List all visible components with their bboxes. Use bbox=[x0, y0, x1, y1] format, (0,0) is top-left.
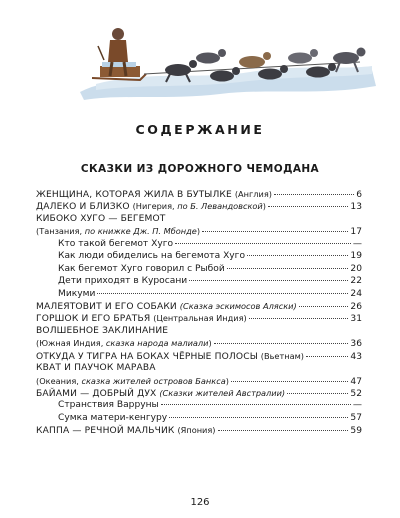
subentry-title: Дети приходят в Куросани bbox=[58, 276, 188, 287]
entry-origin: (Англия) bbox=[234, 189, 272, 199]
page-ref: — bbox=[352, 400, 362, 411]
toc-entry-origin-line bbox=[36, 225, 362, 237]
entry-title: ВОЛШЕБНОЕ ЗАКЛИНАНИЕ bbox=[36, 325, 169, 336]
dot-leader bbox=[175, 243, 351, 244]
page-ref: 22 bbox=[350, 276, 362, 287]
toc-entry bbox=[36, 424, 362, 436]
dot-leader bbox=[299, 306, 349, 307]
entry-title: ГОРШОК И ЕГО БРАТЬЯ bbox=[36, 314, 151, 325]
toc-subentry bbox=[36, 275, 362, 287]
entry-title: ОТКУДА У ТИГРА НА БОКАХ ЧЁРНЫЕ ПОЛОСЫ bbox=[36, 351, 258, 362]
dot-leader bbox=[306, 356, 348, 357]
subentry-title: Странствия Варруны bbox=[58, 400, 159, 411]
page-ref: 36 bbox=[350, 339, 362, 350]
toc-entry bbox=[36, 213, 362, 225]
toc-entry bbox=[36, 200, 362, 212]
section-title: СКАЗКИ ИЗ ДОРОЖНОГО ЧЕМОДАНА bbox=[80, 163, 320, 175]
table-of-contents bbox=[36, 188, 362, 437]
toc-subentry bbox=[36, 238, 362, 250]
entry-title: КИБОКО ХУГО — БЕГЕМОТ bbox=[36, 213, 166, 224]
page-ref: 47 bbox=[350, 376, 362, 387]
page-ref: 43 bbox=[350, 351, 362, 362]
entry-origin: (Япония) bbox=[177, 425, 216, 436]
toc-entry bbox=[36, 312, 362, 324]
subentry-title: Сумка матери-кенгуру bbox=[58, 412, 168, 423]
dot-leader bbox=[227, 268, 349, 269]
page-ref: 13 bbox=[350, 202, 362, 213]
dot-leader bbox=[231, 381, 348, 382]
page-number: 126 bbox=[190, 497, 210, 508]
dot-leader bbox=[287, 393, 348, 394]
dot-leader bbox=[268, 206, 349, 207]
entry-origin-note: по Б. Левандовской bbox=[177, 201, 263, 212]
entry-origin-note: (Сказка эскимосов Аляски) bbox=[179, 300, 297, 311]
entry-title: БАЙАМИ — ДОБРЫЙ ДУХ bbox=[36, 389, 157, 399]
entry-origin: (Центральная Индия) bbox=[153, 313, 247, 324]
entry-origin-close: ) bbox=[208, 338, 212, 349]
subentry-title: Кто такой бегемот Хуго bbox=[58, 238, 174, 249]
toc-entry bbox=[36, 362, 362, 374]
subentry-title: Микуми bbox=[58, 288, 96, 299]
toc-subentry bbox=[36, 263, 362, 275]
entry-origin: (Океания, bbox=[36, 375, 82, 386]
dot-leader bbox=[202, 231, 348, 232]
page-ref: 17 bbox=[350, 227, 362, 238]
entry-origin: (Нигерия, bbox=[132, 201, 178, 212]
entry-origin-close: ) bbox=[196, 226, 201, 237]
subentry-title: Как бегемот Хуго говорил с Рыбой bbox=[58, 263, 225, 274]
toc-entry bbox=[36, 325, 362, 337]
dot-leader bbox=[274, 194, 354, 195]
toc-entry bbox=[36, 188, 362, 200]
dot-leader bbox=[169, 417, 348, 418]
entry-origin: (Танзания, bbox=[36, 226, 85, 237]
dot-leader bbox=[218, 430, 349, 431]
toc-subentry bbox=[36, 412, 362, 424]
page-ref: 20 bbox=[350, 263, 362, 274]
subentry-title: Как люди обиделись на бегемота Хуго bbox=[58, 251, 246, 262]
toc-entry-origin-line bbox=[36, 337, 362, 349]
entry-origin-note: сказка жителей островов Банкса bbox=[81, 375, 226, 386]
dot-leader bbox=[97, 293, 348, 294]
page-ref: 31 bbox=[350, 314, 362, 325]
toc-subentry bbox=[36, 288, 362, 300]
entry-origin-close: ) bbox=[225, 375, 229, 386]
entry-origin-close: ) bbox=[262, 201, 266, 212]
entry-origin: (Южная Индия, bbox=[36, 338, 106, 349]
page-ref: 52 bbox=[350, 389, 362, 399]
page-ref: 19 bbox=[350, 251, 362, 262]
toc-subentry bbox=[36, 250, 362, 262]
toc-entry-origin-line bbox=[36, 375, 362, 387]
entry-origin-note: (Сказки жителей Австралии) bbox=[159, 388, 286, 398]
dot-leader bbox=[249, 318, 349, 319]
dot-leader bbox=[247, 255, 348, 256]
page-ref: 26 bbox=[350, 301, 362, 312]
toc-entry bbox=[36, 300, 362, 312]
toc-entry bbox=[36, 387, 362, 399]
page-ref: — bbox=[352, 238, 362, 249]
entry-title: МАЛЕЯТОВИТ И ЕГО СОБАКИ bbox=[36, 301, 177, 312]
dot-leader bbox=[161, 404, 351, 405]
entry-origin-note: по книжке Дж. П. Мбонде bbox=[84, 226, 197, 237]
entry-title: КВАТ И ПАУЧОК МАРАВА bbox=[36, 363, 156, 374]
dot-leader bbox=[214, 343, 349, 344]
dog-sled-illustration bbox=[0, 0, 400, 112]
entry-origin-note: сказка народа малиали bbox=[105, 338, 209, 349]
entry-title: ЖЕНЩИНА, КОТОРАЯ ЖИЛА В БУТЫЛКЕ bbox=[36, 190, 232, 200]
page-title: СОДЕРЖАНИЕ bbox=[135, 122, 265, 137]
page-ref: 59 bbox=[350, 426, 362, 437]
page-ref: 24 bbox=[350, 288, 362, 299]
toc-entry bbox=[36, 350, 362, 362]
page-ref: 6 bbox=[356, 190, 362, 200]
entry-title: КАППА — РЕЧНОЙ МАЛЬЧИК bbox=[36, 426, 175, 437]
toc-subentry bbox=[36, 399, 362, 411]
page-ref: 57 bbox=[350, 412, 362, 423]
entry-origin: (Вьетнам) bbox=[260, 350, 304, 361]
dot-leader bbox=[189, 280, 348, 281]
entry-title: ДАЛЕКО И БЛИЗКО bbox=[36, 202, 130, 213]
